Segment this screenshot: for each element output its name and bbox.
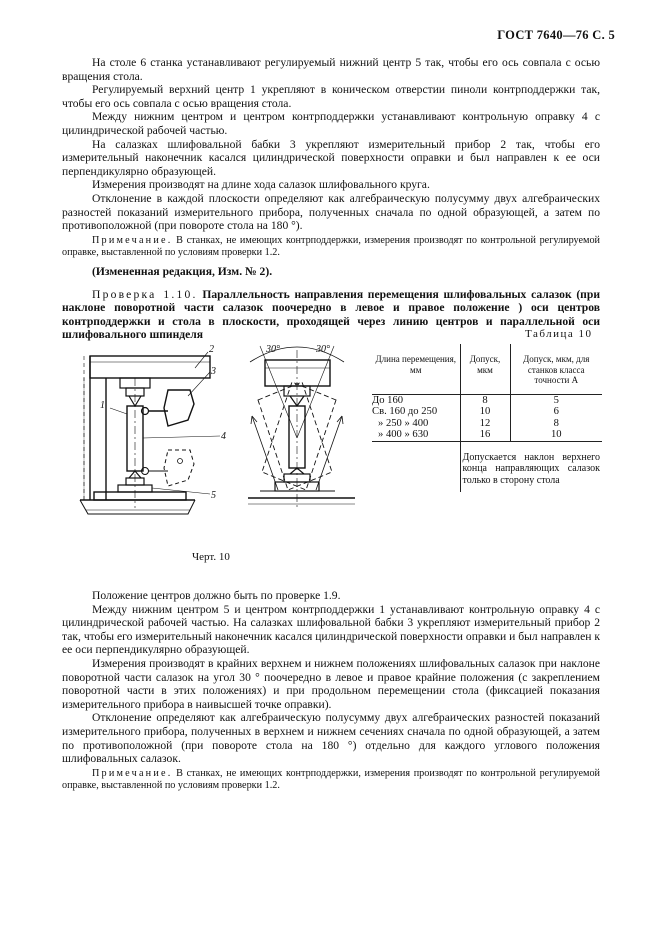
tolerance-a-cells [510,394,602,441]
table-10 [372,344,602,492]
bottom-text-block [62,589,600,793]
figure-caption: Черт. 10 [192,551,230,563]
length-cells [372,394,460,441]
table-caption: Таблица 10 [525,328,593,340]
tolerance-cells [460,394,510,441]
note-text: В станках, не имеющих контрподдержки, измерения производят по контрольной регулируемой оправке, выставленной по условиям проверки 1.2. [62,767,600,792]
label-1: 1 [100,400,105,411]
note [62,235,600,260]
check-title: Параллельность направления перемещения шлифовальных салазок (при наклоне поворотной части салазок поочередно в левое и правое положение ) оси центров контрподдержки и стола в плоскости, проходящей через линию центров и параллельной оси шлифовального шпинделя [62,287,600,342]
cell-tolerance-a: 10 [550,429,562,440]
cell-tolerance: 12 [479,417,491,429]
check-heading [62,288,600,342]
note-label: Примечание. [92,767,173,779]
page-header: ГОСТ 7640—76 С. 5 [497,28,615,42]
label-4: 4 [221,431,226,442]
cell-length: Св. 160 до 250 [372,406,438,417]
table-row [372,394,602,441]
check-label: Проверка 1.10. [92,287,198,301]
figure-10-drawing [70,338,365,538]
label-5: 5 [211,490,216,501]
col-header-length: Длина перемещения, мм [372,344,460,394]
note [62,768,600,793]
table-remark: Допускается наклон верхнего конца направляющих салазок только в сторону стола [460,441,602,492]
paragraph: Положение центров должно быть по проверке 1.9. [92,589,341,602]
note-text: В станках, не имеющих контрподдержки, измерения производят по контрольной регулируемой оправке, выставленной по условиям проверки 1.2. [62,234,600,259]
paragraph: Отклонение в каждой плоскости определяют как алгебраическую полусумму двух алгебраических разностей показаний измерительного прибора, полученных сначала по одной образующей, а затем по противоположной (при повороте стола на 180 °). [62,191,600,233]
cell-tolerance: 16 [479,429,491,440]
paragraph: На салазках шлифовальной бабки 3 укрепляют измерительный прибор 2 так, чтобы его измерительный наконечник касался цилиндрической поверхности оправки и был направлен к ее оси перпендикулярно образующей. [62,137,600,178]
revision-note: (Измененная редакция, Изм. № 2). [92,264,273,278]
table-header-row [372,344,602,394]
paragraph: Измерения производят в крайних верхнем и нижнем положениях шлифовальных салазок при наклоне поворотной части салазок на угол 30 ° поочередно в левое и правое крайние положения (с закреплением поворотной части в этих положениях) и при продольном перемещении стола (фиксацией показания измерительного прибора в наивысшей точке оправки). [62,656,600,711]
paragraph: На столе 6 станка устанавливают регулируемый нижний центр 5 так, чтобы его ось совпала с осью вращения стола. [62,56,600,83]
paragraph: Между нижним центром и центром контрподдержки устанавливают контрольную оправку 4 с цилиндрической рабочей частью. [62,110,600,137]
top-text-block [62,56,600,342]
paragraph: Измерения производят на длине хода салазок шлифовального круга. [92,178,430,192]
table-remark-row [372,441,602,492]
label-3: 3 [211,366,216,377]
cell-length: До 160 [372,394,404,406]
col-header-tolerance-a: Допуск, мкм, для станков класса точности А [510,344,602,394]
cell-tolerance-a: 5 [553,394,559,406]
cell-length: » 400 » 630 [378,429,429,440]
angle-right-label: 30° [316,344,330,355]
paragraph: Отклонение определяют как алгебраическую полусумму двух алгебраических разностей показаний измерительного прибора, полученных в верхнем и нижнем сечениях сначала по одной образующей, а затем по противоположной (при повороте стола на 180 °) отдельно для каждого углового положения шлифовальных салазок. [62,711,600,766]
cell-tolerance: 8 [482,394,488,406]
cell-length: » 250 » 400 [378,417,429,429]
col-header-tolerance: Допуск, мкм [460,344,510,394]
paragraph: Регулируемый верхний центр 1 укрепляют в коническом отверстии пиноли контрподдержки так, чтобы его ось совпала с осью вращения стола. [62,83,600,110]
paragraph: Между нижним центром 5 и центром контрподдержки 1 устанавливают контрольную оправку 4 с цилиндрической рабочей частью. На салазках шлифовальной бабки 3 укрепляют измерительный прибор 2 так, чтобы его измерительный наконечник касался цилиндрической поверхности оправки и был направлен к ее оси перпендикулярно образующей. [62,602,600,657]
cell-tolerance-a: 6 [553,406,559,417]
label-2: 2 [209,344,214,355]
cell-tolerance: 10 [479,406,491,417]
cell-tolerance-a: 8 [553,417,559,429]
angle-left-label: 30° [266,344,280,355]
note-label: Примечание. [92,234,173,246]
